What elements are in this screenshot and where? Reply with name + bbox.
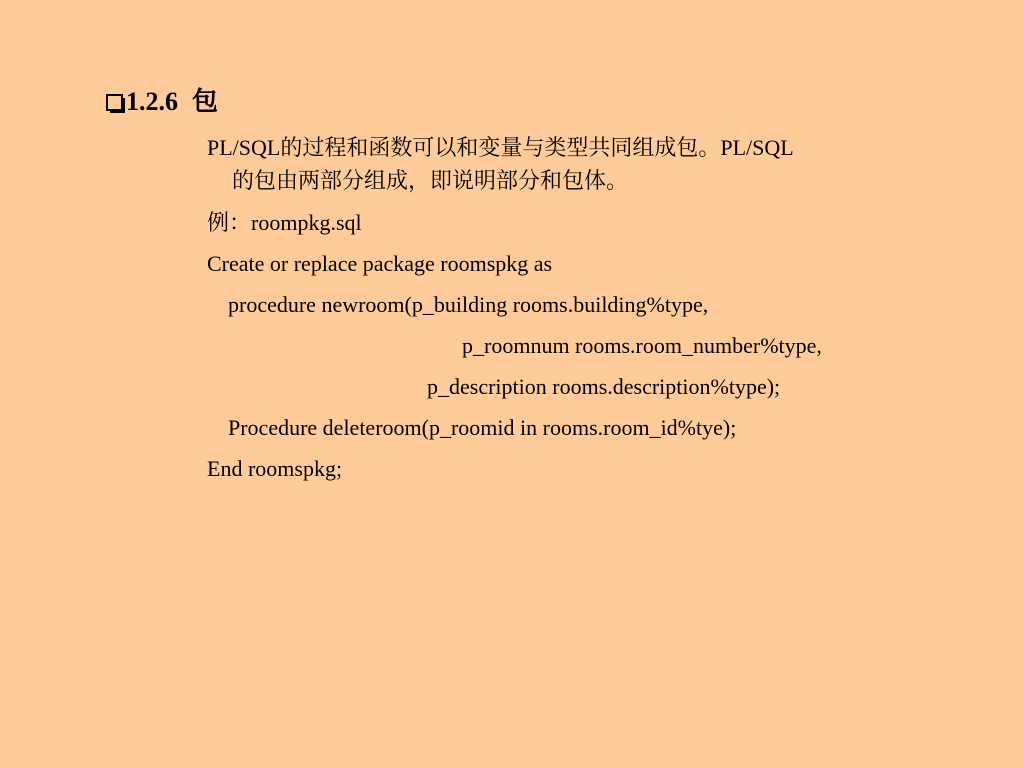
code-line: End roomspkg; (207, 456, 343, 481)
section-number: 1.2.6 (126, 87, 178, 116)
code-line: procedure newroom(p_building rooms.building%type, (228, 292, 709, 317)
section-heading (106, 84, 218, 120)
example-label: 例：roompkg.sql (207, 210, 362, 235)
intro-text-line-2: 的包由两部分组成，即说明部分和包体。 (232, 168, 629, 193)
intro-text-line-1: PL/SQL的过程和函数可以和变量与类型共同组成包。PL/SQL (207, 135, 794, 160)
code-line: p_roomnum rooms.room_number%type, (462, 333, 822, 358)
checkbox-bullet-icon (106, 94, 123, 111)
section-title: 包 (192, 87, 219, 116)
code-line: p_description rooms.description%type); (427, 374, 781, 399)
code-line: Create or replace package roomspkg as (207, 251, 553, 276)
code-line: Procedure deleteroom(p_roomid in rooms.room_id%tye); (228, 415, 737, 440)
